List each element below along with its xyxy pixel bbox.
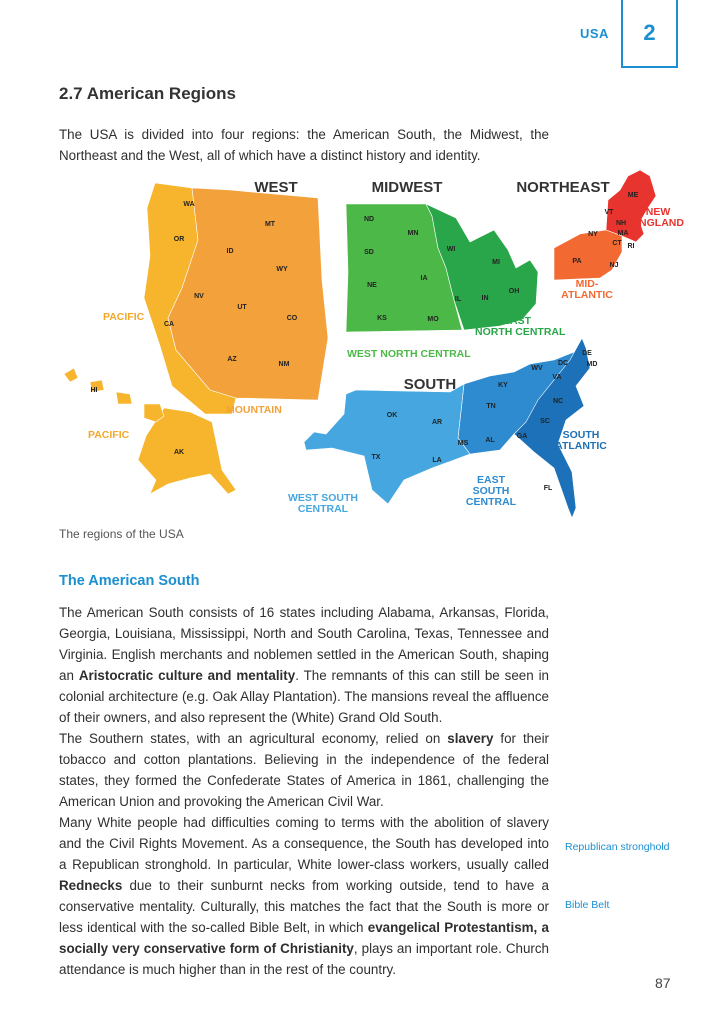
state-label: OH bbox=[508, 288, 520, 295]
new-england-label-2: ENGLAND bbox=[632, 217, 684, 229]
state-label: WY bbox=[276, 266, 288, 273]
subsection-title: The American South bbox=[59, 573, 200, 589]
mountain-label: MOUNTAIN bbox=[226, 404, 282, 416]
state-label: VA bbox=[552, 374, 562, 381]
state-label: UT bbox=[237, 304, 247, 311]
state-label: MI bbox=[492, 259, 500, 266]
hawaii-islands bbox=[64, 368, 164, 422]
page-number: 87 bbox=[655, 975, 671, 991]
state-label: LA bbox=[432, 457, 442, 464]
state-label: IL bbox=[454, 296, 462, 303]
usa-regions-map bbox=[60, 168, 690, 530]
state-label: WA bbox=[183, 201, 195, 208]
state-label: ME bbox=[627, 192, 639, 199]
margin-note-bible-belt: Bible Belt bbox=[565, 899, 610, 911]
state-label: NH bbox=[615, 220, 627, 227]
state-label: IN bbox=[481, 295, 489, 302]
state-label: WV bbox=[531, 365, 543, 372]
state-label: NJ bbox=[609, 262, 619, 269]
state-label: MO bbox=[427, 316, 439, 323]
state-label: NY bbox=[588, 231, 598, 238]
state-label: OR bbox=[173, 236, 185, 243]
mid-atlantic-label-1: MID- bbox=[575, 278, 599, 290]
state-label: TN bbox=[486, 403, 496, 410]
new-england-label-1: NEW bbox=[645, 206, 671, 218]
west-north-central-label: WEST NORTH CENTRAL bbox=[347, 348, 471, 360]
state-label: ND bbox=[363, 216, 375, 223]
state-label: PA bbox=[572, 258, 582, 265]
state-label: AR bbox=[431, 419, 443, 426]
state-label: MS bbox=[457, 440, 469, 447]
state-label: OK bbox=[386, 412, 398, 419]
south-atlantic-label-1: SOUTH bbox=[562, 429, 600, 441]
chapter-number: 2 bbox=[643, 20, 656, 45]
state-label: HI bbox=[90, 387, 98, 394]
state-label: IA bbox=[420, 275, 428, 282]
east-north-central-label-1: EAST bbox=[503, 315, 532, 327]
map-caption: The regions of the USA bbox=[59, 527, 184, 541]
state-label: AZ bbox=[227, 356, 237, 363]
state-label: NC bbox=[552, 398, 564, 405]
body-text bbox=[59, 602, 549, 980]
state-label: KS bbox=[377, 315, 387, 322]
paragraph-2: The Southern states, with an agricultural economy, relied on slavery for their tobacco and cotton plantations. Believing in the independence of the federal states, they formed the Confederate States of America in 1861, challenging the American Union and provoking the American Civil War. bbox=[59, 731, 549, 809]
state-label: RI bbox=[627, 243, 635, 250]
state-label: DC bbox=[557, 360, 569, 367]
state-label: SC bbox=[540, 418, 550, 425]
intro-paragraph: The USA is divided into four regions: the American South, the Midwest, the Northeast and the West, all of which have a distinct history and identity. bbox=[59, 127, 549, 163]
state-label: GA bbox=[516, 433, 528, 440]
state-label: WI bbox=[446, 246, 456, 253]
east-north-central-label-2: NORTH CENTRAL bbox=[475, 326, 566, 338]
west-south-central-label-1: WEST SOUTH bbox=[288, 492, 358, 504]
state-label: MD bbox=[586, 361, 598, 368]
south-atlantic-label-2: ATLANTIC bbox=[555, 440, 607, 452]
state-label: MN bbox=[407, 230, 419, 237]
state-label: AL bbox=[485, 437, 495, 444]
state-label: ID bbox=[226, 248, 234, 255]
state-label: NM bbox=[278, 361, 290, 368]
chapter-tab bbox=[621, 0, 678, 68]
state-label: VT bbox=[604, 209, 614, 216]
pacific-islands-label: PACIFIC bbox=[88, 429, 130, 441]
region-west-label: WEST bbox=[254, 179, 298, 196]
state-label: FL bbox=[543, 485, 553, 492]
state-label: NE bbox=[367, 282, 377, 289]
west-south-central-region bbox=[304, 384, 470, 504]
east-south-central-label-2: SOUTH bbox=[472, 485, 510, 497]
state-label: MA bbox=[617, 230, 629, 237]
state-label: CA bbox=[163, 321, 175, 328]
region-northeast-label: NORTHEAST bbox=[516, 179, 610, 196]
state-label: DE bbox=[582, 350, 592, 357]
state-label: MT bbox=[264, 221, 276, 228]
state-label: CT bbox=[612, 240, 622, 247]
region-south-label: SOUTH bbox=[403, 376, 457, 393]
east-south-central-label-1: EAST bbox=[476, 474, 506, 486]
state-label: CO bbox=[286, 315, 298, 322]
state-label: TX bbox=[371, 454, 381, 461]
pacific-label: PACIFIC bbox=[103, 311, 145, 323]
state-label: AK bbox=[173, 449, 185, 456]
state-label: NV bbox=[194, 293, 204, 300]
section-title: 2.7 American Regions bbox=[59, 84, 236, 103]
state-label: KY bbox=[498, 382, 508, 389]
state-label: SD bbox=[364, 249, 374, 256]
west-south-central-label-2: CENTRAL bbox=[297, 503, 349, 515]
margin-note-republican-stronghold: Republican stronghold bbox=[565, 841, 670, 853]
mid-atlantic-label-2: ATLANTIC bbox=[561, 289, 613, 301]
paragraph-3: Many White people had difficulties coming to terms with the abolition of slavery and the Civil Rights Movement. As a consequence, the South has developed into a Republican stronghold. In particular, White lower-class workers, usually called Rednecks due to their sunburnt necks from working outside, tend to have a conservative mentality. Culturally, this matches the fact that the South is more or less identical with the so-called Bible Belt, in which evangelical Protestantism, a socially very conservative form of Christianity, plays an important role. Church attendance is much higher than in the rest of the country. bbox=[59, 815, 550, 977]
east-south-central-label-3: CENTRAL bbox=[465, 496, 517, 508]
chapter-label: USA bbox=[580, 26, 609, 41]
region-midwest-label: MIDWEST bbox=[371, 179, 443, 196]
paragraph-1: The American South consists of 16 states including Alabama, Arkansas, Florida, Georgia, Louisiana, Mississippi, North and South Carolina, Texas, Tennessee and Virginia. English merchants and noblemen settled in the American South, shaping an Aristocratic culture and mentality. The remnants of this can still be seen in colonial architecture (e.g. Oak Allay Plantation). The mansions reveal the affluence of their owners, and also represent the (White) Grand Old South. bbox=[59, 605, 549, 725]
